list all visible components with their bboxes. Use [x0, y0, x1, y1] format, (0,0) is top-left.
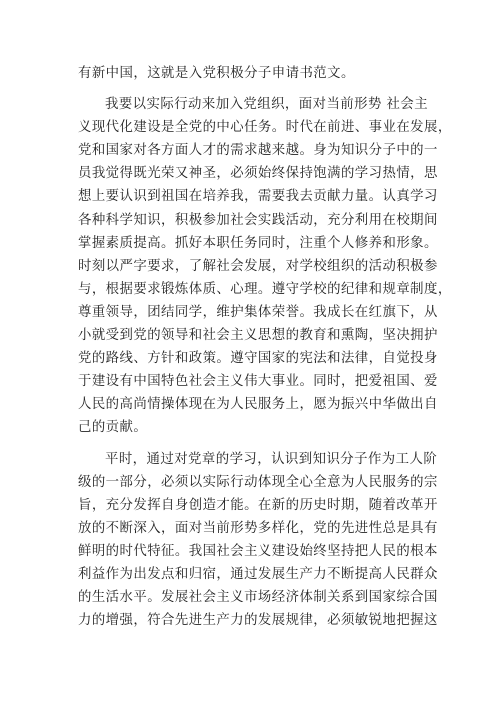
text-line: 小就受到党的领导和社会主义思想的教育和熏陶，坚决拥护: [78, 328, 438, 344]
text-line: 级的一部分，必须以实际行动体现全心全意为人民服务的宗: [78, 474, 438, 490]
text-line: 利益作为出发点和归宿，通过发展生产力不断提高人民群众: [78, 566, 438, 582]
text-line: 想上要认识到祖国在培养我，需要我去贡献力量。认真学习: [78, 189, 438, 205]
text-line: 平时，通过对党章的学习，认识到知识分子作为工人阶: [105, 451, 438, 467]
paragraph-gap: [78, 85, 428, 93]
text-line: 我要以实际行动来加入党组织，面对当前形势 社会主: [105, 97, 429, 113]
paragraph: [78, 93, 452, 439]
text-line: 己的贡献。: [78, 420, 148, 436]
text-line: 人民的高尚情操体现在为人民服务上，愿为振兴中华做出自: [78, 397, 438, 413]
text-line: 掌握素质提高。抓好本职任务同时，注重个人修养和形象。: [78, 235, 438, 251]
text-line: 放的不断深入，面对当前形势多样化，党的先进性总是具有: [78, 520, 438, 536]
text-line: 的生活水平。发展社会主义市场经济体制关系到国家综合国: [78, 590, 438, 606]
paragraph-gap: [78, 440, 428, 448]
text-line: 员我觉得既光荣又神圣，必须始终保持饱满的学习热情，思: [78, 166, 438, 182]
text-line: 鲜明的时代特征。我国社会主义建设始终坚持把人民的根本: [78, 543, 438, 559]
text-line: 与，根据要求锻炼体质、心理。遵守学校的纪律和规章制度，: [78, 281, 452, 297]
text-line: 力的增强，符合先进生产力的发展规律，必须敏锐地把握这: [78, 613, 438, 629]
paragraph: [78, 62, 428, 85]
text-line: 党和国家对各方面人才的需求越来越。身为知识分子中的一: [78, 143, 438, 159]
text-line: 于建设有中国特色社会主义伟大事业。同时，把爱祖国、爱: [78, 374, 438, 390]
text-line: 各种科学知识，积极参加社会实践活动，充分利用在校期间: [78, 212, 438, 228]
text-line: 党的路线、方针和政策。遵守国家的宪法和法律，自觉投身: [78, 351, 438, 367]
paragraph: [78, 448, 438, 633]
document-body: [78, 62, 452, 632]
text-line: 时刻以严字要求，了解社会发展，对学校组织的活动积极参: [78, 258, 438, 274]
text-line: 尊重领导，团结同学，维护集体荣誉。我成长在红旗下，从: [78, 304, 438, 320]
text-line: 有新中国，这就是入党积极分子申请书范文。: [78, 66, 355, 81]
text-line: 旨，充分发挥自身创造才能。在新的历史时期，随着改革开: [78, 497, 438, 513]
text-line: 义现代化建设是全党的中心任务。时代在前进、事业在发展，: [78, 120, 452, 136]
